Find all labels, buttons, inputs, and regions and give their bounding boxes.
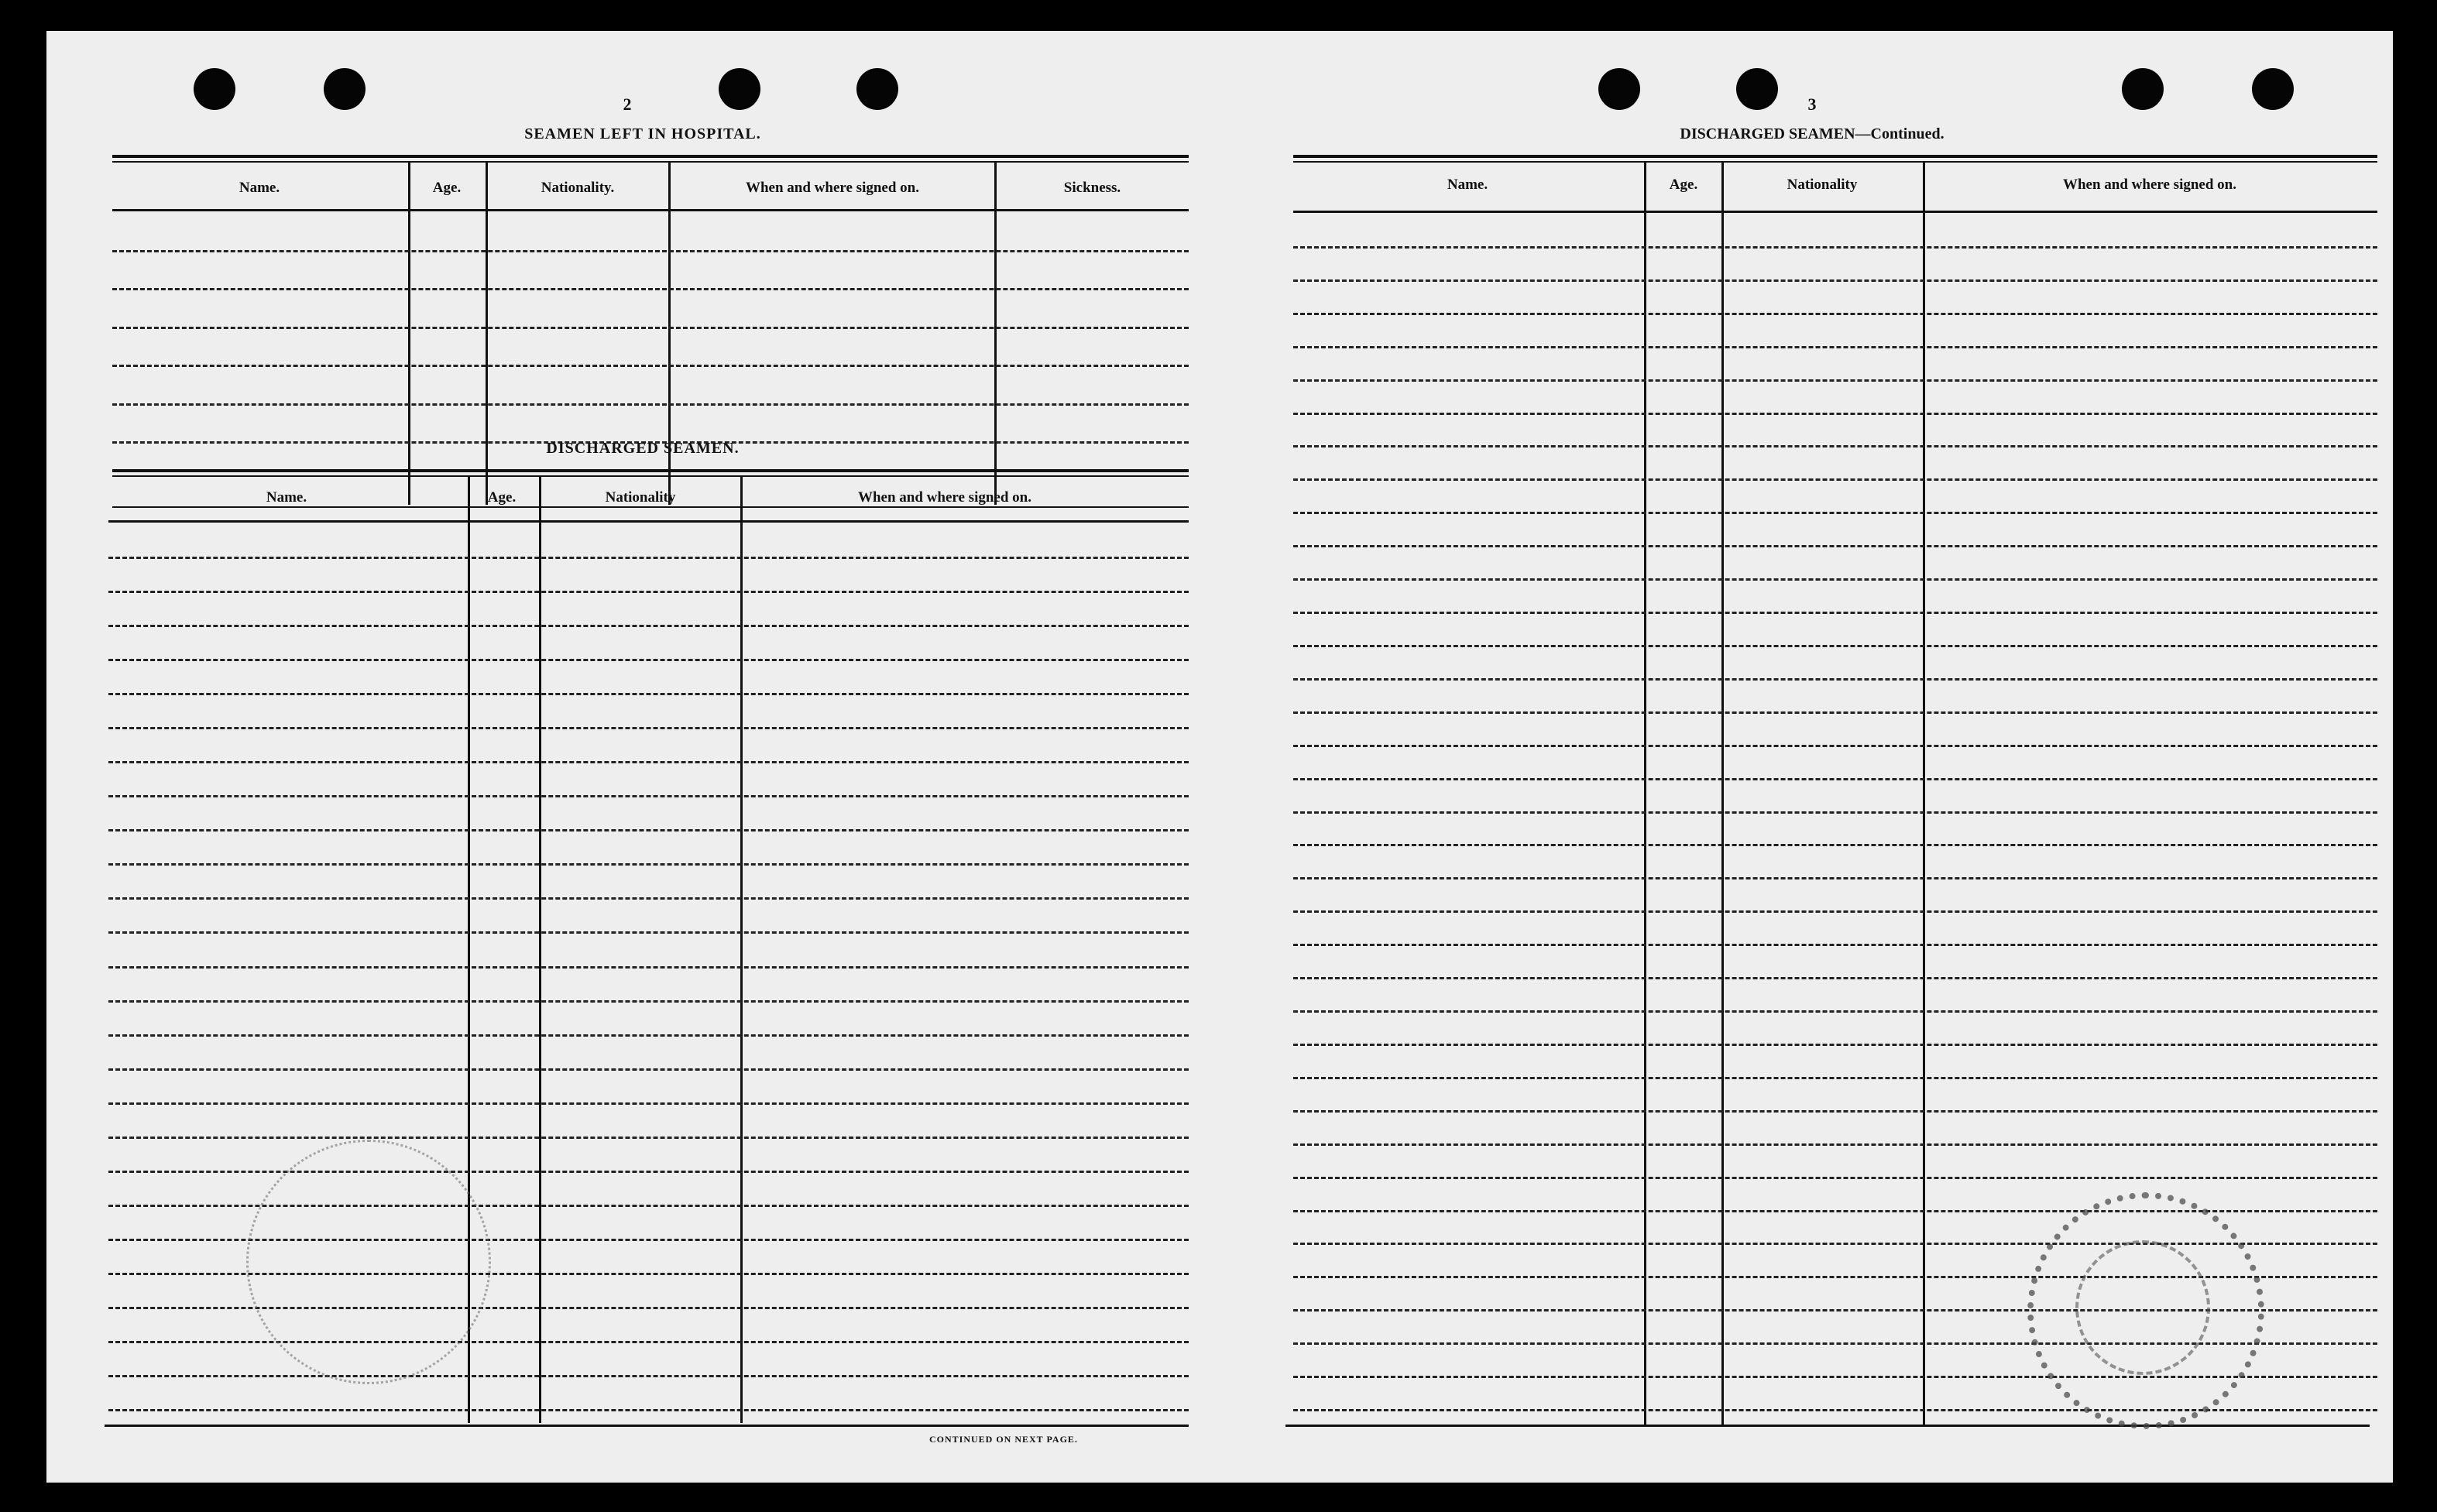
blank-row-line: [108, 557, 1189, 559]
punch-hole: [719, 68, 760, 110]
blank-row-line: [108, 931, 1189, 934]
page-number: 3: [1807, 94, 1817, 114]
column-header-sickness: Sickness.: [1063, 180, 1121, 196]
blank-row-line: [108, 693, 1189, 695]
table-bottom-rule: [112, 506, 1189, 508]
blank-row-line: [112, 288, 1189, 290]
page-number: 2: [623, 94, 632, 114]
blank-row-line: [112, 327, 1189, 329]
faint-stamp: [246, 1140, 491, 1384]
column-header-signed-on: When and where signed on.: [857, 489, 1031, 506]
blank-row-line: [1293, 379, 2377, 382]
blank-row-line: [1293, 1409, 2377, 1411]
column-divider: [1644, 163, 1646, 1425]
column-header-signed-on: When and where signed on.: [745, 180, 919, 196]
column-header-nationality: Nationality: [1787, 177, 1858, 193]
column-divider: [1923, 163, 1925, 1425]
blank-row-line: [1293, 1077, 2377, 1079]
punch-hole: [2252, 68, 2294, 110]
table-bottom-rule: [1285, 1425, 2370, 1427]
table-top-rule: [112, 469, 1189, 472]
table-top-rule: [1293, 161, 2377, 163]
blank-row-line: [112, 365, 1189, 367]
blank-row-line: [108, 1000, 1189, 1003]
blank-row-line: [1293, 445, 2377, 447]
blank-row-line: [1293, 844, 2377, 846]
blank-row-line: [1293, 313, 2377, 315]
blank-row-line: [1293, 745, 2377, 747]
blank-row-line: [108, 1171, 1189, 1173]
blank-row-line: [1293, 612, 2377, 614]
punch-hole: [194, 68, 235, 110]
column-divider: [1721, 163, 1724, 1425]
column-header-name: Name.: [239, 180, 280, 196]
blank-row-line: [108, 659, 1189, 661]
blank-row-line: [1293, 1010, 2377, 1013]
blank-row-line: [1293, 811, 2377, 814]
blank-row-line: [1293, 645, 2377, 647]
column-header-name: Name.: [1447, 177, 1488, 193]
column-header-nationality: Nationality: [605, 489, 676, 506]
blank-row-line: [108, 1341, 1189, 1343]
blank-row-line: [1293, 1143, 2377, 1146]
discharged-section-title: DISCHARGED SEAMEN.: [546, 440, 740, 457]
column-header-signed-on: When and where signed on.: [2062, 177, 2236, 193]
punch-hole: [2122, 68, 2164, 110]
table-bottom-rule: [105, 1425, 1189, 1427]
blank-row-line: [108, 727, 1189, 729]
header-underline: [108, 520, 1189, 523]
blank-row-line: [1293, 545, 2377, 547]
blank-row-line: [1293, 711, 2377, 714]
column-header-age: Age.: [432, 180, 462, 196]
blank-row-line: [1293, 413, 2377, 415]
blank-row-line: [1293, 944, 2377, 946]
punch-hole: [1736, 68, 1778, 110]
blank-row-line: [108, 863, 1189, 866]
blank-row-line: [112, 403, 1189, 406]
header-underline: [112, 209, 1189, 211]
blank-row-line: [108, 1375, 1189, 1377]
blank-row-line: [1293, 678, 2377, 681]
column-divider: [994, 163, 997, 505]
table-top-rule: [112, 161, 1189, 163]
blank-row-line: [1293, 478, 2377, 481]
blank-row-line: [1293, 1210, 2377, 1212]
official-stamp-inner: [2075, 1240, 2210, 1375]
blank-row-line: [1293, 1110, 2377, 1113]
blank-row-line: [1293, 1177, 2377, 1179]
punch-hole: [324, 68, 366, 110]
table-top-rule: [1293, 155, 2377, 158]
blank-row-line: [108, 897, 1189, 900]
column-divider: [539, 477, 541, 1423]
blank-row-line: [108, 1137, 1189, 1139]
column-divider: [740, 477, 743, 1423]
blank-row-line: [108, 966, 1189, 969]
blank-row-line: [112, 250, 1189, 252]
blank-row-line: [1293, 346, 2377, 348]
continued-note: CONTINUED ON NEXT PAGE.: [929, 1434, 1078, 1445]
blank-row-line: [108, 1068, 1189, 1071]
blank-row-line: [108, 625, 1189, 627]
blank-row-line: [108, 1034, 1189, 1037]
hospital-section-title: SEAMEN LEFT IN HOSPITAL.: [524, 125, 761, 142]
discharged-continued-title: DISCHARGED SEAMEN—Continued.: [1680, 125, 1944, 142]
header-underline: [1293, 211, 2377, 213]
punch-hole: [1598, 68, 1640, 110]
document-sheet: [46, 31, 2393, 1483]
blank-row-line: [108, 1409, 1189, 1411]
blank-row-line: [108, 795, 1189, 797]
blank-row-line: [1293, 977, 2377, 979]
column-header-age: Age.: [1669, 177, 1698, 193]
blank-row-line: [1293, 877, 2377, 879]
blank-row-line: [1293, 512, 2377, 514]
blank-row-line: [108, 1102, 1189, 1105]
blank-row-line: [108, 761, 1189, 763]
punch-hole: [856, 68, 898, 110]
table-top-rule: [112, 475, 1189, 477]
blank-row-line: [1293, 1044, 2377, 1046]
blank-row-line: [1293, 910, 2377, 913]
column-header-nationality: Nationality.: [541, 180, 615, 196]
blank-row-line: [108, 829, 1189, 831]
blank-row-line: [1293, 246, 2377, 249]
blank-row-line: [1293, 778, 2377, 780]
column-header-name: Name.: [266, 489, 307, 506]
blank-row-line: [108, 591, 1189, 593]
table-top-rule: [112, 155, 1189, 158]
column-header-age: Age.: [487, 489, 517, 506]
blank-row-line: [1293, 279, 2377, 282]
blank-row-line: [1293, 578, 2377, 581]
